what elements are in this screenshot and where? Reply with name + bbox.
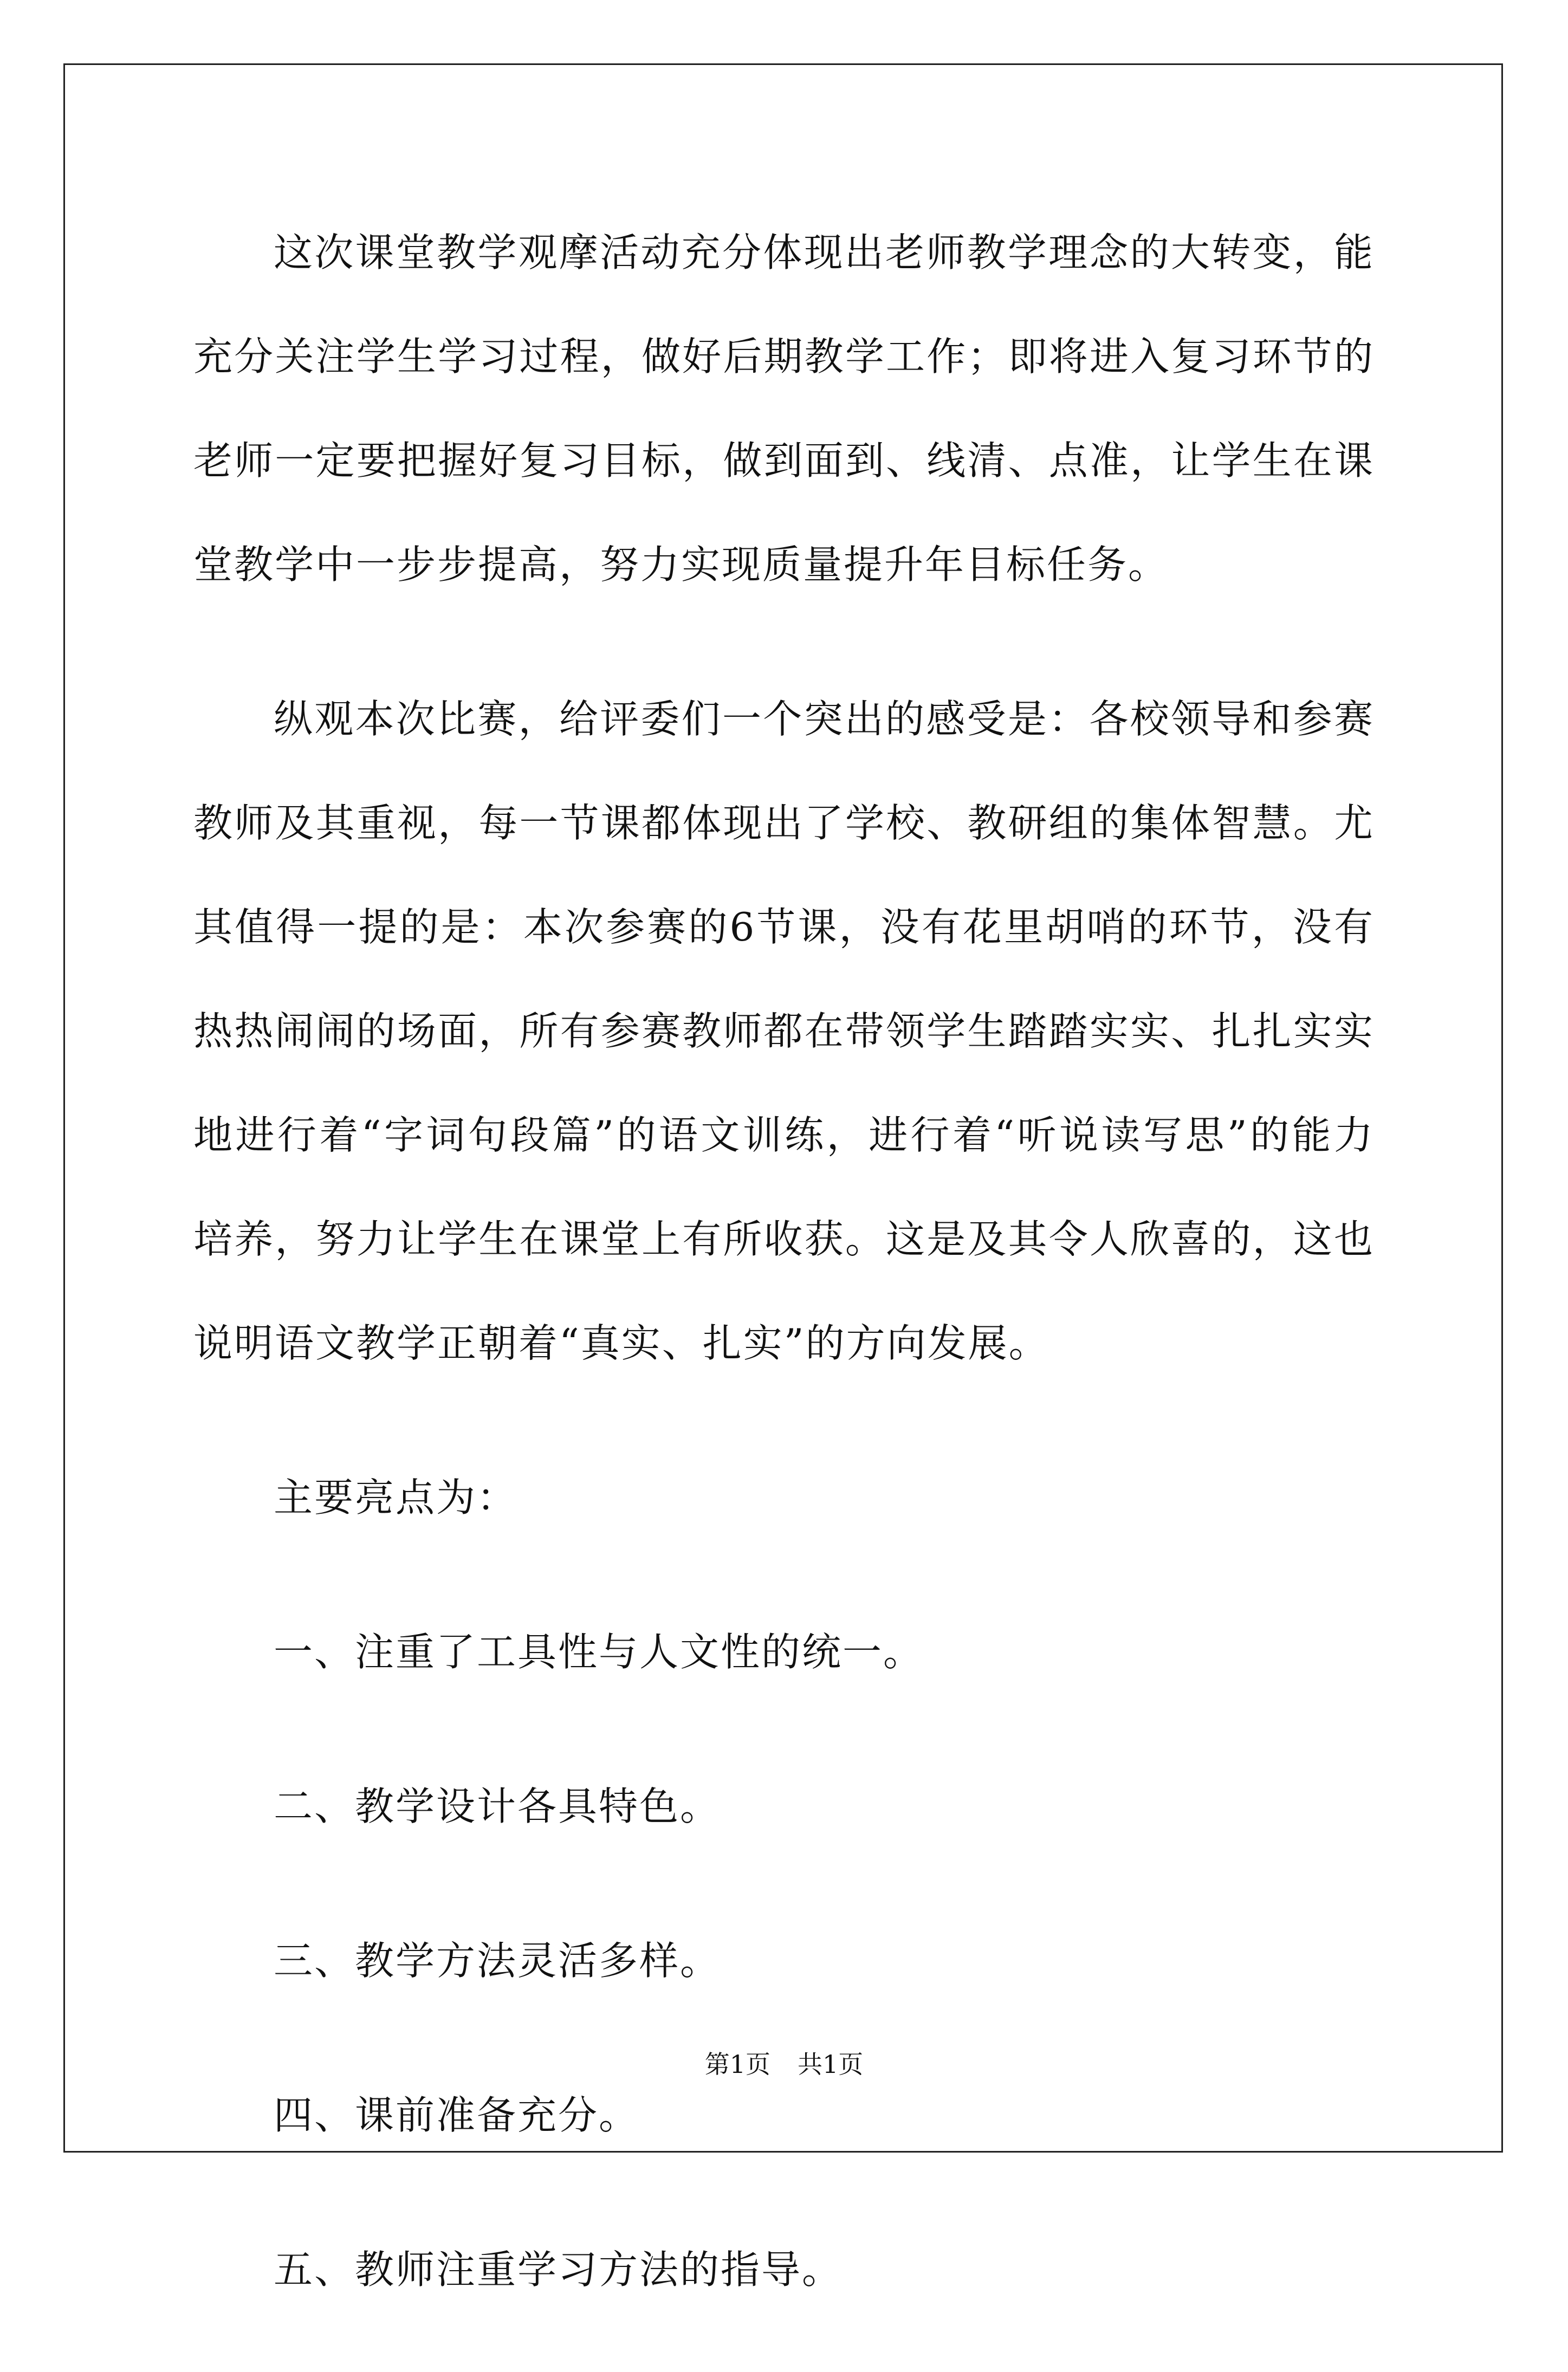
highlight-item-5: 五、教师注重学习方法的指导。: [274, 2247, 843, 2292]
paragraph-1: 这次课堂教学观摩活动充分体现出老师教学理念的大转变，能充分关注学生学习过程，做好后期教学工作；即将进入复习环节的老师一定要把握好复习目标，做到面到、线清、点准，让学生在课堂教学中一步步提高，努力实现质量提升年目标任务。: [193, 230, 1375, 587]
highlights-heading: 主要亮点为：: [274, 1475, 518, 1520]
page-total: 共1页: [798, 2050, 864, 2079]
document-body: [193, 200, 1375, 2372]
page-current: 第1页: [704, 2050, 770, 2079]
highlight-item-4: 四、课前准备充分。: [274, 2092, 640, 2138]
highlight-item-2: 二、教学设计各具特色。: [274, 1784, 721, 1829]
paragraph-2: 纵观本次比赛，给评委们一个突出的感受是：各校领导和参赛教师及其重视，每一节课都体现出了学校、教研组的集体智慧。尤其值得一提的是：本次参赛的6节课，没有花里胡哨的环节，没有热热闹闹的场面，所有参赛教师都在带领学生踏踏实实、扎扎实实地进行着“字词句段篇”的语文训练，进行着“听说读写思”的能力培养，努力让学生在课堂上有所收获。这是及其令人欣喜的，这也说明语文教学正朝着“真实、扎实”的方向发展。: [193, 696, 1375, 1366]
highlight-item-1: 一、注重了工具性与人文性的统一。: [274, 1629, 924, 1675]
page-footer: [0, 2048, 1568, 2081]
highlight-item-3: 三、教学方法灵活多样。: [274, 1938, 721, 1984]
